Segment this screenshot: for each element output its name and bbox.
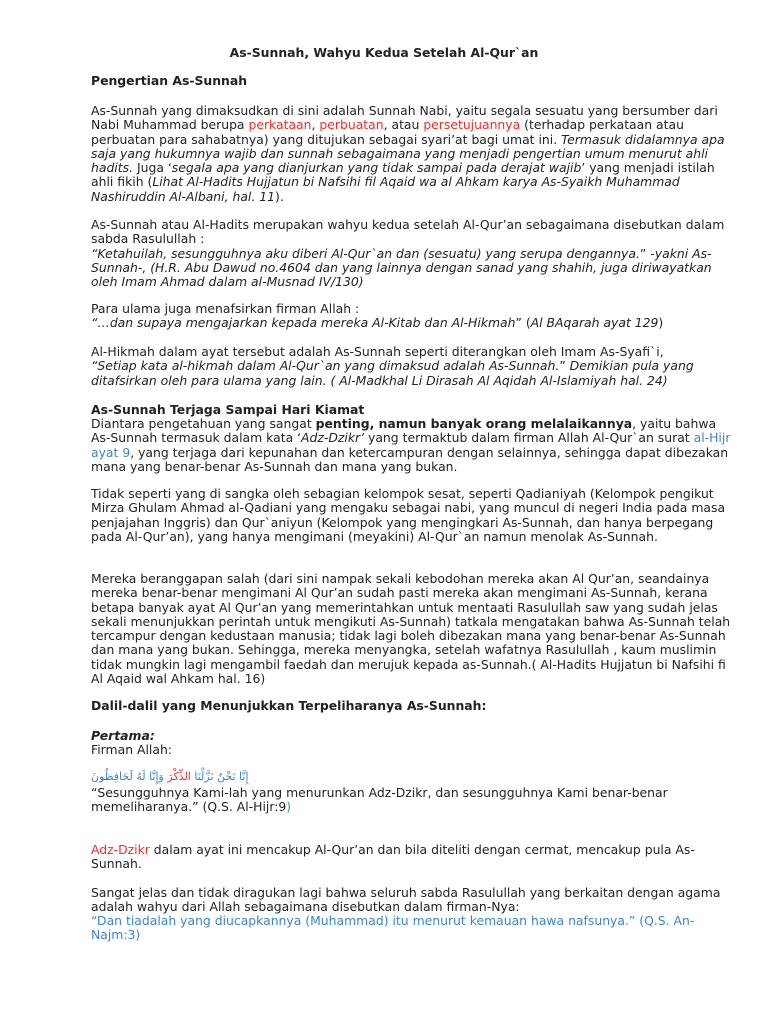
p5-text-c: yang termaktub dalam firman Allah Al-Qur`an surat	[364, 430, 694, 446]
highlight-perbuatan: perbuatan	[319, 117, 384, 133]
p1-text-c: Juga ‘	[133, 160, 172, 176]
paragraph-qadianiyah: Tidak seperti yang di sangka oleh sebagian kelompok sesat, seperti Qadianiyah (Kelompok pengikut Mirza Ghulam Ahmad al-Qadiani yang mengaku sebagai nabi, yang muncul di negeri India pada masa penjajahan Inggris) dan Qur`aniyun (Kelompok yang mengingkari As-Sunnah, dan hanya berpegang pada Al-Qur’an), yang hanya mengimani (meyakini) Al-Qur`an namun menolak As-Sunnah.	[91, 486, 726, 544]
p8-close-paren: )	[286, 799, 292, 815]
p1-italic-1: Termasuk didalamnya apa saja yang hukumnya wajib dan sunnah sebagaimana yang menjadi pengertian umum menurut ahli hadits.	[91, 131, 725, 176]
label-firman-allah: Firman Allah:	[91, 742, 172, 757]
p9-text: dalam ayat ini mencakup Al-Qur’an dan bila diteliti dengan cermat, mencakup pula As-Sunnah.	[91, 842, 695, 872]
p1-text-e: ).	[275, 188, 284, 204]
highlight-perkataan: perkataan	[248, 117, 312, 133]
heading-pengertian: Pengertian As-Sunnah	[91, 73, 248, 88]
p1-citation: Lihat Al-Hadits Hujjatun bi Nafsihi fil Aqaid wa al Ahkam karya As-Syaikh Muhammad Nashiruddin Al-Albani, hal. 11	[91, 174, 680, 204]
paragraph-adz-dzikr	[91, 417, 731, 474]
paragraph-sangat-jelas: Sangat jelas dan tidak diragukan lagi bahwa seluruh sabda Rasulullah yang berkaitan dengan agama adalah wahyu dari Allah sebagaimana disebutkan dalam firman-Nya:	[91, 885, 721, 915]
paragraph-mencakup	[91, 843, 731, 872]
p4-text-b: ”	[559, 358, 570, 374]
heading-terjaga: As-Sunnah Terjaga Sampai Hari Kiamat	[91, 402, 365, 417]
p5-text-b: , yaitu bahwa As-Sunnah termasuk dalam kata ‘	[91, 416, 717, 446]
p3-text-a: Para ulama juga menafsirkan firman Allah :	[91, 301, 360, 316]
paragraph-anggapan-salah: Mereka beranggapan salah (dari sini nampak sekali kebodohan mereka akan Al Qur’an, seandainya mereka benar-benar mengimani Al Qur’an sudah pasti mereka akan mengimani As-Sunnah, kerana betapa banyak ayat Al Qur’an yang memerintahkan untuk mentaati Rasulullah saw yang sudah jelas sekali menunjukkan perintah untuk mengikuti As-Sunnah) tatkala mengatakan bahwa As-Sunnah telah tercampur dengan kedustaan manusia; tidak lagi boleh dibezakan mana yang benar-benar As-Sunnah dan mana yang bukan. Sehingga, mereka menyangka, setelah wafatnya Rasulullah , kaum muslimin tidak mungkin lagi mengambil faedah dan merujuk kepada as-Sunnah.( Al-Hadits Hujjatun bi Nafsihi fi Al Aqaid wal Ahkam hal. 16)	[91, 571, 731, 687]
paragraph-definition	[91, 104, 731, 204]
p1-text-b: (terhadap perkataan atau perbuatan para sahabatnya) yang ditujukan sebagai syari’at bagi umat ini.	[91, 117, 684, 147]
p5-italic: Adz-Dzikr’	[301, 430, 365, 446]
p2-hadith-quote: “Ketahuilah, sesungguhnya aku diberi Al-Qur`an dan (sesuatu) yang serupa dengannya.	[91, 245, 640, 261]
arabic-verse	[91, 770, 731, 784]
highlight-persetujuannya: persetujuannya	[423, 117, 521, 133]
p3-text-b: ” (	[515, 315, 531, 331]
p3-quote: dan supaya mengajarkan kepada mereka Al-Kitab dan Al-Hikmah	[109, 315, 516, 331]
link-al-hijr-ayat-9[interactable]: al-Hijr ayat 9	[91, 430, 731, 460]
paragraph-al-hikmah	[91, 345, 731, 388]
paragraph-wahyu-kedua	[91, 218, 731, 289]
p2-citation: yakni As-Sunnah-, (H.R. Abu Dawud no.4604 dan yang lainnya dengan sanad yang shahih, juga diriwayatkan oleh Imam Ahmad dalam al-Musnad IV/130)	[91, 245, 712, 290]
p1-sep2: , atau	[383, 117, 424, 133]
paragraph-an-najm-quote: “Dan tiadalah yang diucapkannya (Muhammad) itu menurut kemauan hawa nafsunya.” (Q.S. An-Najm:3)	[91, 913, 695, 943]
paragraph-firman	[91, 302, 731, 331]
document-title: As-Sunnah, Wahyu Kedua Setelah Al-Qur`an	[229, 45, 539, 60]
p5-text-d: , yang terjaga dari kepunahan dan ketercampuran dengan selainnya, sehingga dapat dibezakan mana yang benar-benar As-Sunnah dan mana yang bukan.	[91, 444, 729, 474]
p4-citation: Demikian pula yang ditafsirkan oleh para ulama yang lain. ( Al-Madkhal Li Dirasah Al Aqidah Al-Islamiyah hal. 24)	[91, 358, 694, 388]
arabic-text-a: إِنَّا نَحْنُ نَزَّلْنَا	[190, 770, 249, 783]
label-pertama: Pertama:	[91, 728, 155, 743]
p1-sep1: ,	[311, 117, 320, 133]
p3-text-c: )	[658, 315, 664, 331]
p1-text-d: ’ yang menjadi istilah ahli fikih (	[91, 160, 715, 190]
p5-bold: penting, namun banyak orang melalaikannya	[315, 416, 633, 431]
p8-text-a: “Sesungguhnya Kami-lah yang menurunkan Adz-Dzikr, dan sesungguhnya Kami benar-benar memeliharanya.” (Q.S. Al-Hijr:9	[91, 785, 668, 815]
p1-italic-2: segala apa yang dianjurkan yang tidak sampai pada derajat wajib	[171, 160, 582, 176]
p4-text-a: Al-Hikmah dalam ayat tersebut adalah As-Sunnah seperti diterangkan oleh Imam As-Syafi`i,	[91, 344, 664, 359]
p5-text-a: Diantara pengetahuan yang sangat	[91, 416, 316, 431]
paragraph-translation	[91, 786, 731, 815]
arabic-text-b: وَإِنَّا لَهُ لَحَافِظُونَ	[91, 770, 168, 783]
p2-text-a: As-Sunnah atau Al-Hadits merupakan wahyu kedua setelah Al-Qur’an sebagaimana disebutkan dalam sabda Rasulullah :	[91, 217, 725, 247]
p2-text-b: ” -	[639, 245, 655, 261]
p3-quote-open: “…	[91, 315, 110, 331]
arabic-highlight-dzikr: الذِّكْرَ	[167, 770, 191, 783]
p3-citation: Al BAqarah ayat 129	[530, 315, 659, 331]
p9-adz-dzikr: Adz-Dzikr	[91, 842, 150, 857]
p4-quote: “Setiap kata al-hikmah dalam Al-Qur`an yang dimaksud adalah As-Sunnah.	[91, 358, 560, 374]
heading-dalil: Dalil-dalil yang Menunjukkan Terpeliharanya As-Sunnah:	[91, 698, 487, 713]
p1-text-a: As-Sunnah yang dimaksudkan di sini adalah Sunnah Nabi, yaitu segala sesuatu yang bersumber dari Nabi Muhammad berupa	[91, 103, 718, 133]
